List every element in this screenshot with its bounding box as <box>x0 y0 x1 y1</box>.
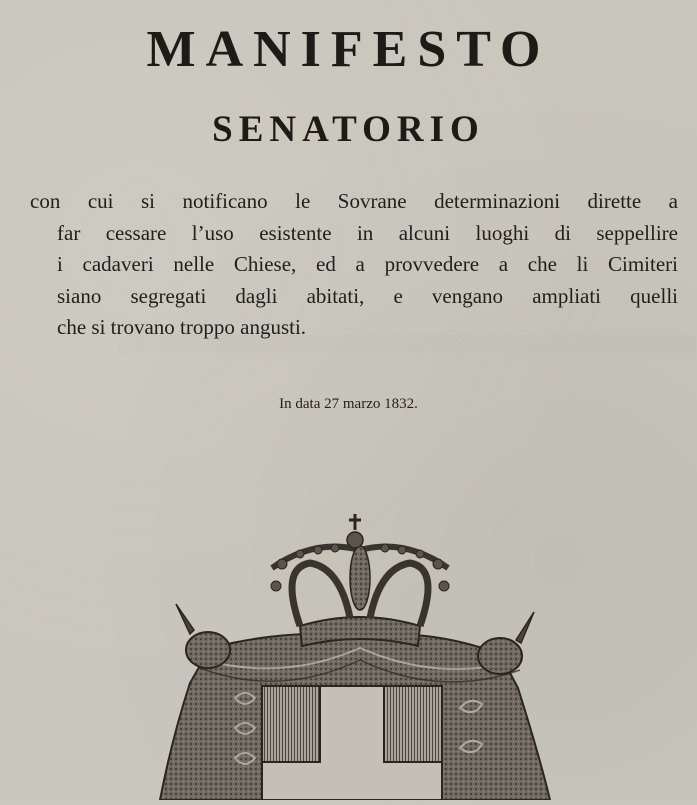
document-body <box>30 186 678 344</box>
document-subtitle: SENATORIO <box>212 109 485 150</box>
bleed-through-text: ░░░░░░░░░░░░░░░░░░░░░░░░░░░░░░░░░░░░░░░░░░░░░░░░ <box>118 334 697 353</box>
body-line: che si trovano troppo angusti. <box>57 315 307 339</box>
body-line: far cessare l’uso esistente in alcuni luoghi di seppellire <box>57 220 678 245</box>
body-line: i cadaveri nelle Chiese, ed a provvedere a che li Cimiteri <box>57 252 678 276</box>
body-line: siano segregati dagli abitati, e vengano ampliati quelli <box>57 283 678 308</box>
document-date: In data 27 marzo 1832. <box>279 396 418 412</box>
coat-of-arms-icon <box>150 508 570 800</box>
body-line: con cui si notificano le Sovrane determinazioni dirette a <box>30 189 678 213</box>
document-title: MANIFESTO <box>146 21 551 78</box>
